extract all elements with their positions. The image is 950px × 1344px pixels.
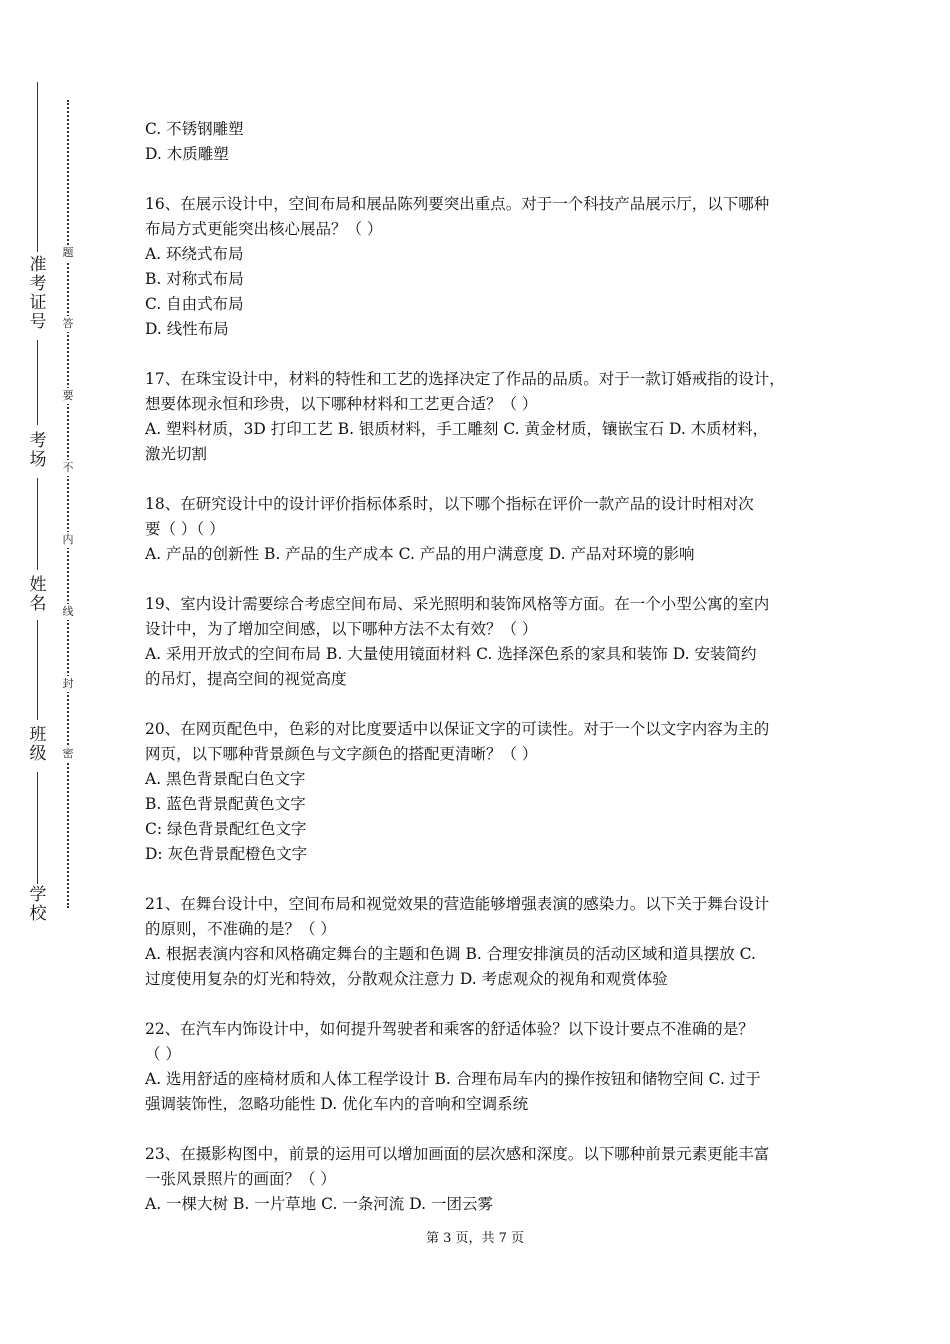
option-line: A. 一棵大树 B. 一片草地 C. 一条河流 D. 一团云雾 [145,1195,493,1213]
page-number: 第 3 页，共 7 页 [425,1231,525,1246]
seal-char: 密 [60,746,76,762]
seal-char: 内 [60,532,76,548]
question-line: 设计中，为了增加空间感，以下哪种方法不太有效？（ ） [145,620,538,638]
label-text: 姓 名 [29,575,47,614]
binding-line [37,340,38,425]
question-line: 的原则，不准确的是？（ ） [145,920,336,938]
binding-line [37,772,38,884]
question-20 [145,717,813,867]
option-line: 的吊灯，提高空间的视觉高度 [145,670,347,688]
seal-char: 不 [60,460,76,476]
option-line: C: 绿色背景配红色文字 [145,820,307,838]
question-line: 17、在珠宝设计中，材料的特性和工艺的选择决定了作品的品质。对于一款订婚戒指的设计， [145,370,785,388]
label-text: 准 考 证 号 [29,255,47,332]
option-line: C. 自由式布局 [145,295,244,313]
page-footer [0,1230,950,1248]
question-17 [145,367,813,467]
option-line: A. 黑色背景配白色文字 [145,770,306,788]
question-21 [145,892,813,992]
question-19 [145,592,813,692]
option-line: D. 木质雕塑 [145,145,229,163]
question-line: 21、在舞台设计中，空间布局和视觉效果的营造能够增强表演的感染力。以下关于舞台设计 [145,895,770,913]
option-line: B. 对称式布局 [145,270,244,288]
question-18 [145,492,813,567]
seal-char: 线 [60,604,76,620]
seal-char: 封 [60,676,76,692]
option-line: A. 根据表演内容和风格确定舞台的主题和色调 B. 合理安排演员的活动区域和道具摆放 C. [145,945,756,963]
exam-number-label [22,256,54,332]
seal-dotted-line [67,100,69,908]
option-line: C. 不锈钢雕塑 [145,120,244,138]
question-line: 19、室内设计需要综合考虑空间布局、采光照明和装饰风格等方面。在一个小型公寓的室内 [145,595,770,613]
question-line: 布局方式更能突出核心展品？（ ） [145,220,383,238]
question-line: 一张风景照片的画面？（ ） [145,1170,336,1188]
option-line: 激光切割 [145,445,208,463]
question-line: 16、在展示设计中，空间布局和展品陈列要突出重点。对于一个科技产品展示厅，以下哪种 [145,195,770,213]
name-label [22,576,54,614]
option-line: D. 线性布局 [145,320,229,338]
question-line: 20、在网页配色中，色彩的对比度要适中以保证文字的可读性。对于一个以文字内容为主的 [145,720,770,738]
question-line: 22、在汽车内饰设计中，如何提升驾驶者和乘客的舒适体验？以下设计要点不准确的是？ [145,1020,754,1038]
option-line: B. 蓝色背景配黄色文字 [145,795,306,813]
binding-line [37,620,38,720]
question-23 [145,1142,813,1217]
question-line: 18、在研究设计中的设计评价指标体系时，以下哪个指标在评价一款产品的设计时相对次 [145,495,754,513]
binding-line [37,478,38,570]
exam-content [145,117,813,1217]
label-text: 班 级 [29,725,47,764]
question-line: 要（ ）（ ） [145,520,225,538]
continued-options [145,117,813,167]
exam-room-label [22,432,54,470]
school-label [22,886,54,924]
binding-line [37,82,38,252]
option-line: A. 塑料材质，3D 打印工艺 B. 银质材料，手工雕刻 C. 黄金材质，镶嵌宝石 D. 木质材料， [145,420,769,438]
seal-char: 要 [60,388,76,404]
question-22 [145,1017,813,1117]
option-line: D: 灰色背景配橙色文字 [145,845,308,863]
question-line: （ ） [145,1045,181,1063]
label-text: 考 场 [29,431,47,470]
seal-char: 题 [60,245,76,261]
option-line: A. 选用舒适的座椅材质和人体工程学设计 B. 合理布局车内的操作按钮和储物空间 C. 过于 [145,1070,761,1088]
option-line: 强调装饰性，忽略功能性 D. 优化车内的音响和空调系统 [145,1095,529,1113]
class-label [22,726,54,764]
question-line: 想要体现永恒和珍贵，以下哪种材料和工艺更合适？（ ） [145,395,538,413]
option-line: A. 采用开放式的空间布局 B. 大量使用镜面材料 C. 选择深色系的家具和装饰 D. 安装简约 [145,645,757,663]
binding-strip [0,0,90,1344]
option-line: 过度使用复杂的灯光和特效，分散观众注意力 D. 考虑观众的视角和观赏体验 [145,970,668,988]
question-16 [145,192,813,342]
option-line: A. 环绕式布局 [145,245,244,263]
label-text: 学 校 [29,885,47,924]
option-line: A. 产品的创新性 B. 产品的生产成本 C. 产品的用户满意度 D. 产品对环境的影响 [145,545,695,563]
question-line: 网页，以下哪种背景颜色与文字颜色的搭配更清晰？（ ） [145,745,538,763]
question-line: 23、在摄影构图中，前景的运用可以增加画面的层次感和深度。以下哪种前景元素更能丰富 [145,1145,770,1163]
seal-char: 答 [60,316,76,332]
